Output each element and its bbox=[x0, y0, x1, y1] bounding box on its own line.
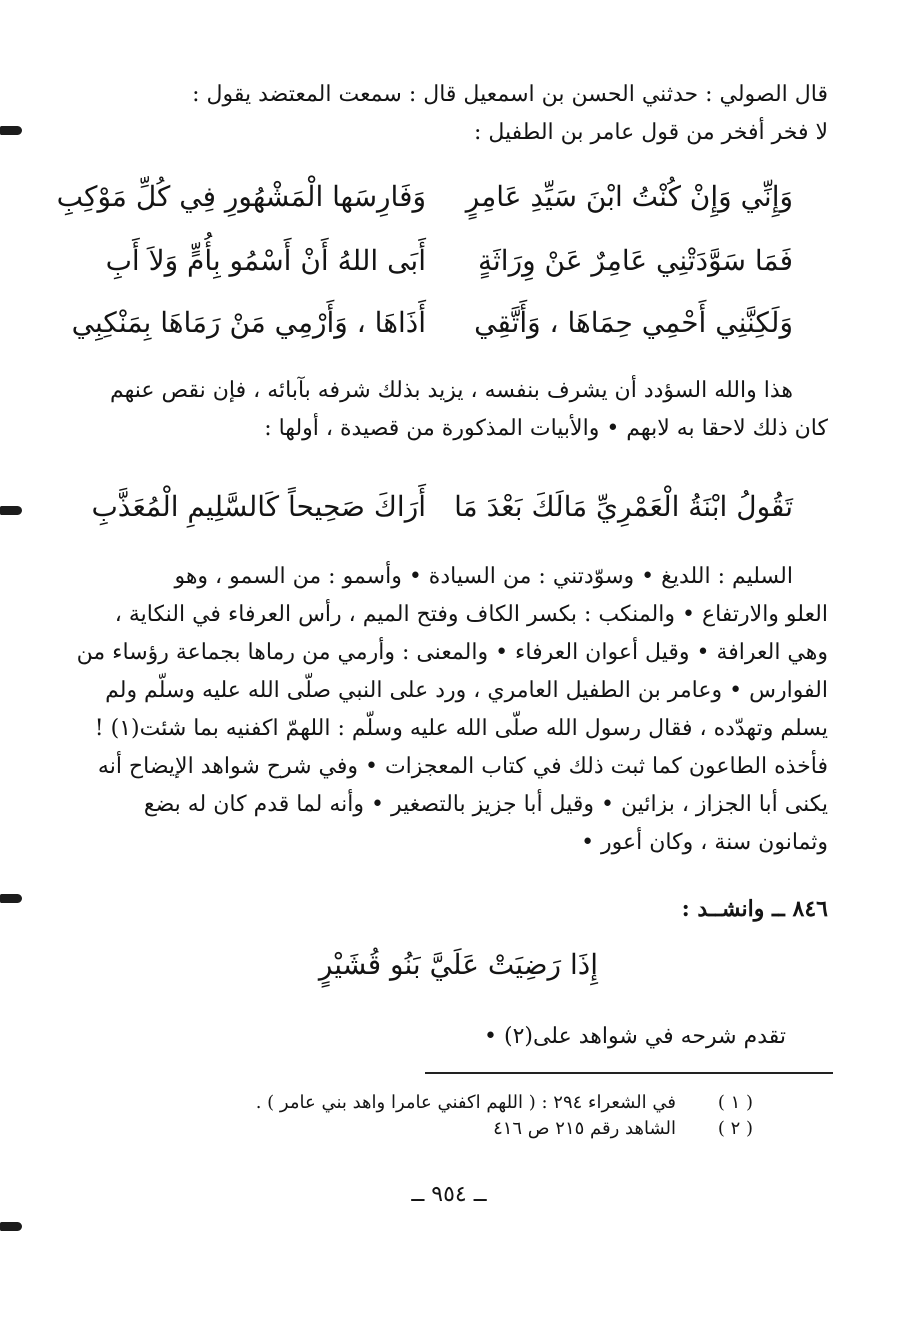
verse-hemistich-right: وَإِنِّي وَإِنْ كُنْتُ ابْنَ سَيِّدِ عَامِرٍ bbox=[465, 180, 793, 213]
entry-heading: ٨٤٦ ــ وانشــد : bbox=[681, 896, 828, 922]
verse-hemistich-left: وَفَارِسَها الْمَشْهُورِ فِي كُلِّ مَوْكِبِ bbox=[56, 180, 426, 213]
paragraph-line: هذا والله السؤدد أن يشرف بنفسه ، يزيد بذلك شرفه بآبائه ، فإن نقص عنهم bbox=[110, 378, 793, 403]
binding-mark bbox=[0, 1222, 22, 1231]
paragraph-line: يكنى أبا الجزاز ، بزائين • وقيل أبا جزيز بالتصغير • وأنه لما قدم كان له بضع bbox=[143, 792, 828, 817]
intro-line: قال الصولي : حدثني الحسن بن اسمعيل قال : سمعت المعتضد يقول : bbox=[192, 82, 828, 107]
verse-hemistich-right: وَلَكِنَّنِي أَحْمِي حِمَاهَا ، وَأَتَّقِي bbox=[474, 306, 793, 339]
paragraph-line: يسلم وتهدّده ، فقال رسول الله صلّى الله عليه وسلّم : اللهمّ اكفنيه بما شئت(١) ! bbox=[94, 716, 828, 741]
verse-hemistich-left: أَبَى اللهُ أَنْ أَسْمُو بِأُمٍّ وَلاَ أَبِ bbox=[105, 244, 426, 277]
verse-hemistich-right: فَمَا سَوَّدَتْنِي عَامِرٌ عَنْ وِرَاثَةٍ bbox=[477, 244, 793, 277]
binding-mark bbox=[0, 126, 22, 135]
page-number: ــ ٩٥٤ ــ bbox=[411, 1182, 487, 1207]
entry-verse: إِذَا رَضِيَتْ عَلَيَّ بَنُو قُشَيْرٍ bbox=[318, 948, 598, 981]
footnote-divider bbox=[425, 1072, 833, 1074]
footnote-text: في الشعراء ٢٩٤ : ( اللهم اكفني عامرا واهد بني عامر ) . bbox=[255, 1092, 676, 1113]
verse-hemistich-left: أَذَاهَا ، وَأَرْمِي مَنْ رَمَاهَا بِمَنْكِبِي bbox=[71, 306, 426, 339]
paragraph-line: الفوارس • وعامر بن الطفيل العامري ، ورد على النبي صلّى الله عليه وسلّم ولم bbox=[105, 678, 828, 703]
paragraph-line: وثمانون سنة ، وكان أعور • bbox=[581, 830, 828, 855]
intro-line: لا فخر أفخر من قول عامر بن الطفيل : bbox=[473, 120, 828, 145]
paragraph-line: فأخذه الطاعون كما ثبت ذلك في كتاب المعجزات • وفي شرح شواهد الإيضاح أنه bbox=[97, 754, 828, 779]
paragraph-line: السليم : اللديغ • وسوّدتني : من السيادة • وأسمو : من السمو ، وهو bbox=[174, 564, 793, 589]
paragraph-line: العلو والارتفاع • والمنكب : بكسر الكاف وفتح الميم ، رأس العرفاء في النكاية ، bbox=[114, 602, 828, 627]
verse-hemistich-right: تَقُولُ ابْنَةُ الْعَمْرِيِّ مَالَكَ بَعْدَ مَا bbox=[454, 490, 793, 523]
footnote-text: الشاهد رقم ٢١٥ ص ٤١٦ bbox=[493, 1118, 676, 1139]
paragraph-line: كان ذلك لاحقا به لابهم • والأبيات المذكورة من قصيدة ، أولها : bbox=[264, 416, 828, 441]
paragraph-line: وهي العرافة • وقيل أعوان العرفاء • والمعنى : وأرمي من رماها بجماعة رؤساء من bbox=[76, 640, 828, 665]
footnote-number: ( ١ ) bbox=[717, 1092, 753, 1113]
binding-mark bbox=[0, 506, 22, 515]
verse-hemistich-left: أَرَاكَ صَحِيحاً كَالسَّلِيمِ الْمُعَذَّبِ bbox=[91, 490, 426, 523]
entry-note: تقدم شرحه في شواهد على(٢) • bbox=[484, 1024, 786, 1049]
binding-mark bbox=[0, 894, 22, 903]
footnote-number: ( ٢ ) bbox=[717, 1118, 753, 1139]
